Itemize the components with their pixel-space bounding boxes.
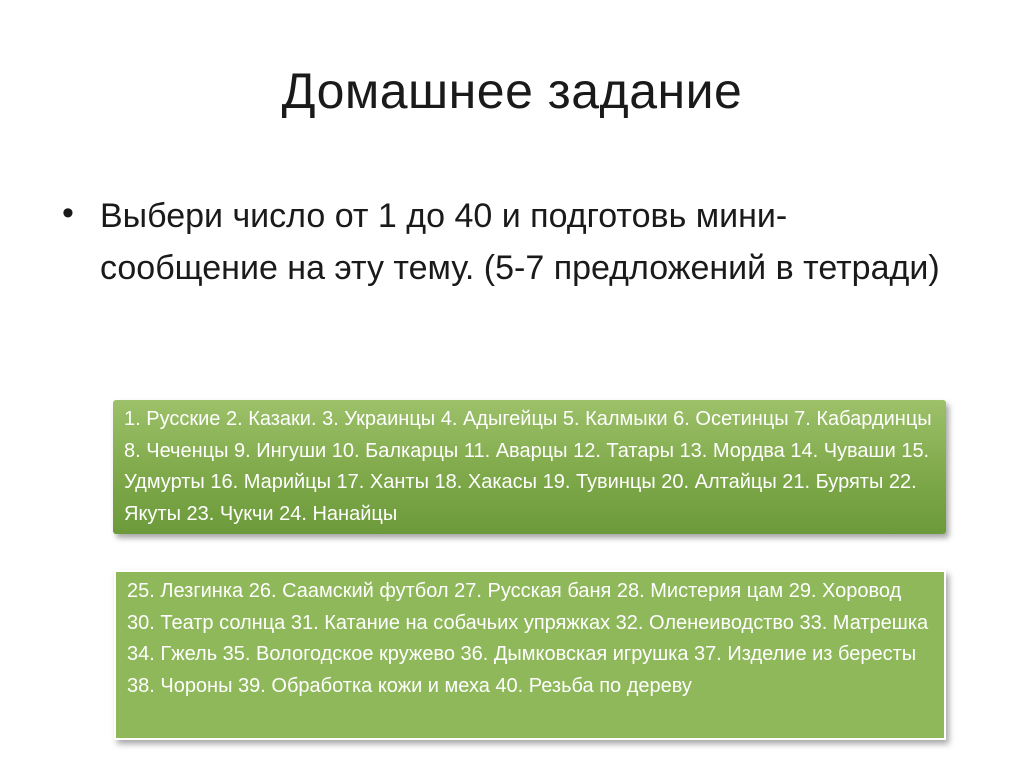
- bullet-icon: •: [62, 194, 74, 232]
- bullet-item: [62, 190, 962, 294]
- bullet-text: Выбери число от 1 до 40 и подготовь мини-сообщение на эту тему. (5-7 предложений в тетради): [100, 197, 940, 287]
- slide-title: Домашнее задание: [281, 63, 743, 119]
- topics-box-1: 1. Русские 2. Казаки. 3. Украинцы 4. Адыгейцы 5. Калмыки 6. Осетинцы 7. Кабардинцы 8. Чеченцы 9. Ингуши 10. Балкарцы 11. Аварцы 12. Татары 13. Мордва 14. Чуваши 15. Удмурты 16. Марийцы 17. Ханты 18. Хакасы 19. Тувинцы 20. Алтайцы 21. Буряты 22. Якуты 23. Чукчи 24. Нанайцы: [113, 400, 946, 534]
- topics-box-2: 25. Лезгинка 26. Саамский футбол 27. Русская баня 28. Мистерия цам 29. Хоровод 30. Театр солнца 31. Катание на собачьих упряжках 32. Оленеиводство 33. Матрешка 34. Гжель 35. Вологодское кружево 36. Дымковская игрушка 37. Изделие из бересты 38. Чороны 39. Обработка кожи и меха 40. Резьба по дереву: [114, 570, 946, 740]
